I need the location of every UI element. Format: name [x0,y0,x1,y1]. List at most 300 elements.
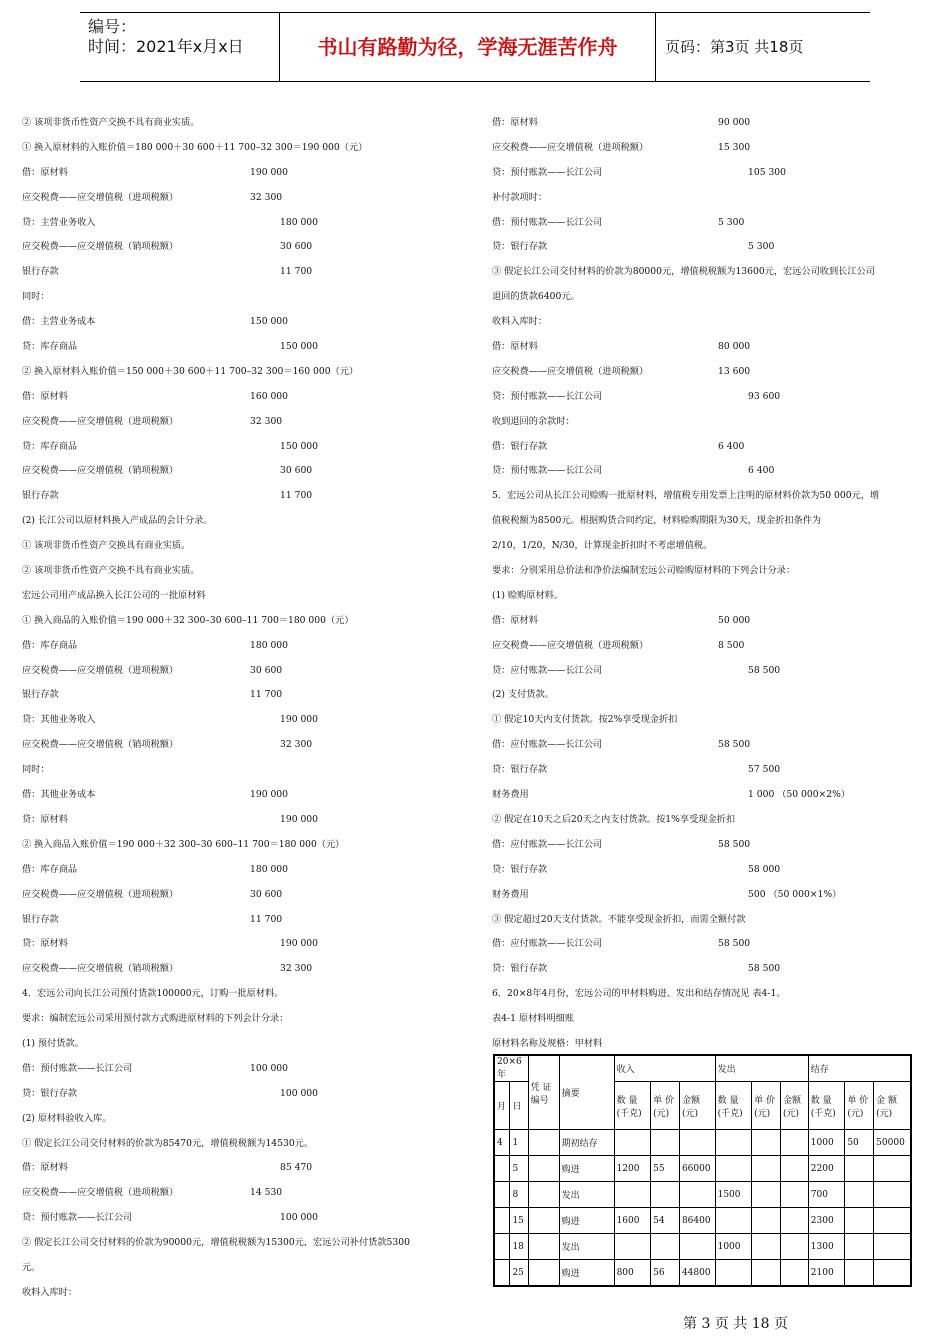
line-text: ① 该项非货币性资产交换具有商业实质。 [22,540,191,552]
table-cell [845,1260,874,1287]
line-text: 贷：银行存款 [492,963,548,975]
table-cell [781,1156,809,1182]
credit-amount: 11 700 [280,266,313,278]
text-line [22,1231,462,1256]
text-line [492,808,932,833]
text-line [492,659,932,684]
text-line [492,783,932,808]
text-line [22,932,462,957]
line-text: 借：预付账款——长江公司 [492,216,603,228]
table-cell: 1000 [808,1130,845,1156]
header-meta [80,13,280,81]
line-text: 同时： [22,764,50,776]
text-line [492,634,932,659]
table-cell: 1 [510,1130,528,1156]
text-line [22,260,462,285]
table-cell: 1000 [715,1234,752,1260]
line-text: 贷：其他业务收入 [22,714,96,726]
th-bal-price: 单 价(元) [845,1082,874,1130]
debit-amount: 180 000 [250,863,288,875]
header-page-number: 页码：第3页 共18页 [665,38,804,56]
credit-amount: 58 500 [748,664,781,676]
table-cell [845,1208,874,1234]
table-cell [752,1182,781,1208]
table-cell: 1300 [808,1234,845,1260]
text-line [22,1032,462,1057]
text-line [22,584,462,609]
line-text: 贷：银行存款 [22,1087,78,1099]
text-line [22,1132,462,1157]
text-line [22,559,462,584]
table-cell [874,1208,911,1234]
text-line [492,211,932,236]
table-cell [651,1182,680,1208]
text-line [492,459,932,484]
text-line [22,808,462,833]
line-text: 银行存款 [22,689,59,701]
debit-amount: 11 700 [250,913,283,925]
text-line [22,360,462,385]
header-number: 编号： [88,17,137,36]
table-cell [679,1234,715,1260]
line-text: 4．宏远公司向长江公司预付货款100000元，订购一批原材料。 [22,988,284,1000]
table-cell: 2100 [808,1260,845,1287]
text-line [492,161,932,186]
debit-amount: 8 500 [718,639,745,651]
line-text: (2) 原材料验收入库。 [22,1112,112,1124]
line-text: 应交税费——应交增值税（进项税额） [22,1187,179,1199]
line-text: 贷：银行存款 [492,241,548,253]
line-text: 借：银行存款 [492,440,548,452]
text-line [492,957,932,982]
line-text: ② 该项非货币性资产交换不具有商业实质。 [22,117,200,128]
table-cell: 44800 [679,1260,715,1287]
line-text: 借：原材料 [22,166,68,178]
text-line [22,683,462,708]
table-cell: 发出 [559,1234,614,1260]
credit-amount: 58 500 [748,963,781,975]
line-text: 贷：银行存款 [492,863,548,875]
line-text: ① 假定长江公司交付材料的价款为85470元，增值税税额为14530元。 [22,1137,314,1149]
text-line [22,982,462,1007]
text-line [492,733,932,758]
table-cell: 8 [510,1182,528,1208]
table-cell [752,1156,781,1182]
line-text: 贷：库存商品 [22,440,78,452]
line-text: 原材料名称及规格：甲材料 [492,1037,603,1049]
text-line [22,335,462,360]
line-text: ① 假定10天内支付货款。按2%享受现金折扣 [492,714,678,726]
text-line [492,484,932,509]
table-cell: 5 [510,1156,528,1182]
table-cell: 1200 [614,1156,651,1182]
line-text: 应交税费——应交增值税（销项税额） [22,963,179,975]
table-cell: 18 [510,1234,528,1260]
line-text: ① 换入商品的入账价值＝190 000＋32 300–30 600–11 700＝180 000（元） [22,614,354,626]
text-line [492,758,932,783]
line-text: 应交税费——应交增值税（进项税额） [22,664,179,676]
text-line [22,136,462,161]
table-cell [845,1182,874,1208]
table-cell [874,1234,911,1260]
line-text: ① 换入原材料的入账价值＝180 000＋30 600＋11 700–32 300＝190 000（元） [22,141,368,153]
text-line [492,136,932,161]
line-text: 借：原材料 [22,390,68,402]
material-ledger-table [493,1054,912,1287]
text-line [22,858,462,883]
line-text: 借：原材料 [492,341,538,353]
th-bal-amount: 金 额(元) [874,1082,911,1130]
th-month: 月 [494,1082,510,1130]
table-row [494,1208,911,1234]
header-time: 时间：2021年x月x日 [88,37,244,56]
text-line [492,335,932,360]
th-in-amount: 金额(元) [679,1082,715,1130]
text-line [492,559,932,584]
text-line [492,509,932,534]
table-cell [614,1130,651,1156]
table-cell [679,1130,715,1156]
table-row [494,1156,911,1182]
th-summary: 摘要 [559,1055,614,1130]
text-line [492,858,932,883]
credit-amount: 57 500 [748,764,781,776]
table-cell: 55 [651,1156,680,1182]
text-line [22,659,462,684]
debit-amount: 58 500 [718,938,751,950]
text-line [22,1082,462,1107]
credit-amount: 190 000 [280,938,318,950]
table-cell [874,1156,911,1182]
text-line [22,410,462,435]
th-out: 发出 [715,1055,808,1082]
line-text: 财务费用 [492,789,529,801]
text-line [492,360,932,385]
text-line [492,883,932,908]
debit-amount: 100 000 [250,1062,288,1074]
line-text: 贷：应付账款——长江公司 [492,664,603,676]
line-text: 同时： [22,291,50,303]
table-cell: 50 [845,1130,874,1156]
text-line [492,435,932,460]
table-cell [752,1208,781,1234]
line-text: 收到退回的余款时： [492,415,575,427]
text-line [492,982,932,1007]
table-cell [651,1234,680,1260]
credit-amount: 6 400 [748,465,775,477]
table-cell [715,1208,752,1234]
table-cell [494,1208,510,1234]
table-cell [528,1234,559,1260]
line-text: ② 该项非货币性资产交换不具有商业实质。 [22,565,200,577]
text-line [22,634,462,659]
line-text: 应交税费——应交增值税（销项税额） [22,465,179,477]
th-in-qty: 数 量(千克) [614,1082,651,1130]
line-text: ② 假定长江公司交付材料的价款为90000元，增值税税额为15300元，宏远公司补付货款5300 [22,1237,410,1249]
credit-amount: 85 470 [280,1162,313,1174]
text-line [492,708,932,733]
text-line [492,385,932,410]
line-text: 应交税费——应交增值税（进项税额） [22,191,179,203]
line-text: 借：原材料 [22,1162,68,1174]
line-text: (1) 预付货款。 [22,1037,84,1049]
debit-amount: 30 600 [250,664,283,676]
debit-amount: 11 700 [250,689,283,701]
line-text: 贷：库存商品 [22,341,78,353]
line-text: 宏远公司用产成品换入长江公司的一批原材料 [22,589,206,601]
text-line [22,459,462,484]
table-cell: 2300 [808,1208,845,1234]
text-line [22,1181,462,1206]
text-line [492,584,932,609]
debit-amount: 14 530 [250,1187,283,1199]
line-text: 要求：分别采用总价法和净价法编制宏远公司赊购原材料的下列会计分录： [492,565,796,577]
table-cell: 700 [808,1182,845,1208]
table-cell: 50000 [874,1130,911,1156]
table-cell: 期初结存 [559,1130,614,1156]
table-cell: 购进 [559,1260,614,1287]
text-line [22,1281,462,1306]
text-line [492,908,932,933]
table-cell: 购进 [559,1156,614,1182]
table-cell [781,1130,809,1156]
line-text: 应交税费——应交增值税（进项税额） [22,888,179,900]
line-text: 贷：银行存款 [492,764,548,776]
table-row [494,1182,911,1208]
line-text: 5．宏远公司从长江公司赊购一批原材料，增值税专用发票上注明的原材料价款为50 000元，增 [492,490,880,502]
th-day: 日 [510,1082,528,1130]
debit-amount: 90 000 [718,117,751,128]
debit-amount: 160 000 [250,390,288,402]
credit-amount: 105 300 [748,166,786,178]
th-out-price: 单 价(元) [752,1082,781,1130]
line-text: ② 换入商品入账价值＝190 000＋32 300–30 600–11 700＝180 000（元） [22,838,345,850]
debit-amount: 32 300 [250,415,283,427]
table-cell: 15 [510,1208,528,1234]
line-text: 借：主营业务成本 [22,316,96,328]
text-line [22,235,462,260]
line-text: 应交税费——应交增值税（进项税额） [492,639,649,651]
table-cell [494,1182,510,1208]
page-header [80,12,870,82]
credit-amount: 1 000 （50 000×2%） [748,789,851,801]
text-line [492,683,932,708]
line-text: 借：预付账款——长江公司 [22,1062,133,1074]
line-text: 6．20×8年4月份，宏远公司的甲材料购进、发出和结存情况见 表4-1。 [492,988,786,1000]
line-text: (2) 支付货款。 [492,689,554,701]
text-line [22,609,462,634]
table-cell: 4 [494,1130,510,1156]
debit-amount: 150 000 [250,316,288,328]
text-line [492,609,932,634]
credit-amount: 58 000 [748,863,781,875]
table-cell: 购进 [559,1208,614,1234]
text-line [22,1156,462,1181]
table-row [494,1234,911,1260]
debit-amount: 30 600 [250,888,283,900]
text-line [492,1007,932,1032]
table-cell: 56 [651,1260,680,1287]
table-cell [845,1156,874,1182]
text-line [492,534,932,559]
text-line [22,385,462,410]
credit-amount: 190 000 [280,813,318,825]
credit-amount: 500 （50 000×1%） [748,888,842,900]
table-cell [651,1130,680,1156]
debit-amount: 50 000 [718,614,751,626]
table-cell [528,1182,559,1208]
line-text: 贷：预付账款——长江公司 [492,465,603,477]
table-cell: 800 [614,1260,651,1287]
line-text: 银行存款 [22,266,59,278]
text-line [22,758,462,783]
line-text: 应交税费——应交增值税（进项税额） [492,141,649,153]
text-line [22,733,462,758]
text-line [492,410,932,435]
line-text: 收料入库时： [492,316,548,328]
line-text: 借：其他业务成本 [22,789,96,801]
text-line [22,1107,462,1132]
text-line [22,211,462,236]
credit-amount: 180 000 [280,216,318,228]
line-text: ② 假定在10天之后20天之内支付货款。按1%享受现金折扣 [492,813,736,825]
line-text: 财务费用 [492,888,529,900]
line-text: 退回的货款6400元。 [492,291,580,303]
th-voucher: 凭 证编号 [528,1055,559,1130]
line-text: 应交税费——应交增值税（进项税额） [492,365,649,377]
debit-amount: 32 300 [250,191,283,203]
th-out-qty: 数 量(千克) [715,1082,752,1130]
debit-amount: 58 500 [718,739,751,751]
debit-amount: 15 300 [718,141,751,153]
debit-amount: 13 600 [718,365,751,377]
table-cell [752,1234,781,1260]
line-text: 贷：原材料 [22,938,68,950]
text-line [22,908,462,933]
table-cell [494,1260,510,1287]
line-text: 元。 [22,1261,41,1273]
table-cell [781,1208,809,1234]
page-footer: 第 3 页 共 18 页 [683,1316,788,1332]
debit-amount: 190 000 [250,166,288,178]
credit-amount: 150 000 [280,440,318,452]
credit-amount: 32 300 [280,963,313,975]
debit-amount: 58 500 [718,838,751,850]
credit-amount: 150 000 [280,341,318,353]
table-row [494,1260,911,1287]
text-line [22,161,462,186]
text-line [492,186,932,211]
table-cell: 发出 [559,1182,614,1208]
line-text: ② 换入原材料入账价值＝150 000＋30 600＋11 700–32 300＝160 000（元） [22,365,359,377]
line-text: ③ 假定长江公司交付材料的价款为80000元，增值税税额为13600元，宏远公司收到长江公司 [492,266,875,278]
line-text: 应交税费——应交增值税（销项税额） [22,241,179,253]
table-cell [845,1234,874,1260]
table-cell [781,1182,809,1208]
line-text: 借：原材料 [492,117,538,128]
line-text: 贷：原材料 [22,813,68,825]
line-text: 借：库存商品 [22,863,78,875]
table-cell [874,1182,911,1208]
debit-amount: 5 300 [718,216,745,228]
text-line [22,484,462,509]
table-cell [781,1234,809,1260]
line-text: 借：应付账款——长江公司 [492,938,603,950]
text-line [22,509,462,534]
credit-amount: 30 600 [280,241,313,253]
right-column [492,111,932,1057]
line-text: 借：原材料 [492,614,538,626]
table-cell [715,1260,752,1287]
line-text: 贷：预付账款——长江公司 [22,1212,133,1224]
table-cell [528,1260,559,1287]
table-cell [679,1182,715,1208]
th-in-price: 单 价(元) [651,1082,680,1130]
line-text: (1) 赊购原材料。 [492,589,564,601]
table-cell [528,1208,559,1234]
credit-amount: 93 600 [748,390,781,402]
text-line [22,708,462,733]
text-line [492,111,932,136]
table-cell: 1500 [715,1182,752,1208]
line-text: 应交税费——应交增值税（销项税额） [22,739,179,751]
credit-amount: 11 700 [280,490,313,502]
th-out-amount: 金额(元) [781,1082,809,1130]
line-text: 值税税额为8500元。根据购货合同约定，材料赊购期限为30天，现金折扣条件为 [492,515,822,527]
text-line [22,435,462,460]
text-line [492,235,932,260]
table-cell [752,1130,781,1156]
credit-amount: 100 000 [280,1212,318,1224]
credit-amount: 100 000 [280,1087,318,1099]
credit-amount: 32 300 [280,739,313,751]
line-text: 2/10，1/20，N/30，计算现金折扣时不考虑增值税。 [492,540,713,552]
line-text: 贷：主营业务收入 [22,216,96,228]
table-cell [874,1260,911,1287]
text-line [22,285,462,310]
line-text: 银行存款 [22,490,59,502]
line-text: 贷：预付账款——长江公司 [492,166,603,178]
table-cell [614,1234,651,1260]
th-bal-qty: 数 量(千克) [808,1082,845,1130]
text-line [22,833,462,858]
debit-amount: 80 000 [718,341,751,353]
text-line [22,186,462,211]
text-line [22,534,462,559]
header-motto: 书山有路勤为径，学海无涯苦作舟 [280,13,656,81]
credit-amount: 5 300 [748,241,775,253]
table-cell: 86400 [679,1208,715,1234]
text-line [22,1057,462,1082]
text-line [492,310,932,335]
table-cell [715,1156,752,1182]
text-line [22,783,462,808]
th-year: 20×6年 [494,1055,528,1082]
line-text: 要求：编制宏远公司采用预付款方式购进原材料的下列会计分录： [22,1013,289,1025]
table-row [494,1130,911,1156]
left-column [22,111,462,1306]
text-line [492,932,932,957]
line-text: 借：应付账款——长江公司 [492,739,603,751]
line-text: (2) 长江公司以原材料换入产成品的会计分录。 [22,515,213,527]
credit-amount: 190 000 [280,714,318,726]
credit-amount: 30 600 [280,465,313,477]
table-cell: 2200 [808,1156,845,1182]
line-text: ③ 假定超过20天支付货款。不能享受现金折扣，而需全额付款 [492,913,746,925]
table-cell [494,1156,510,1182]
line-text: 应交税费——应交增值税（进项税额） [22,415,179,427]
text-line [22,1256,462,1281]
